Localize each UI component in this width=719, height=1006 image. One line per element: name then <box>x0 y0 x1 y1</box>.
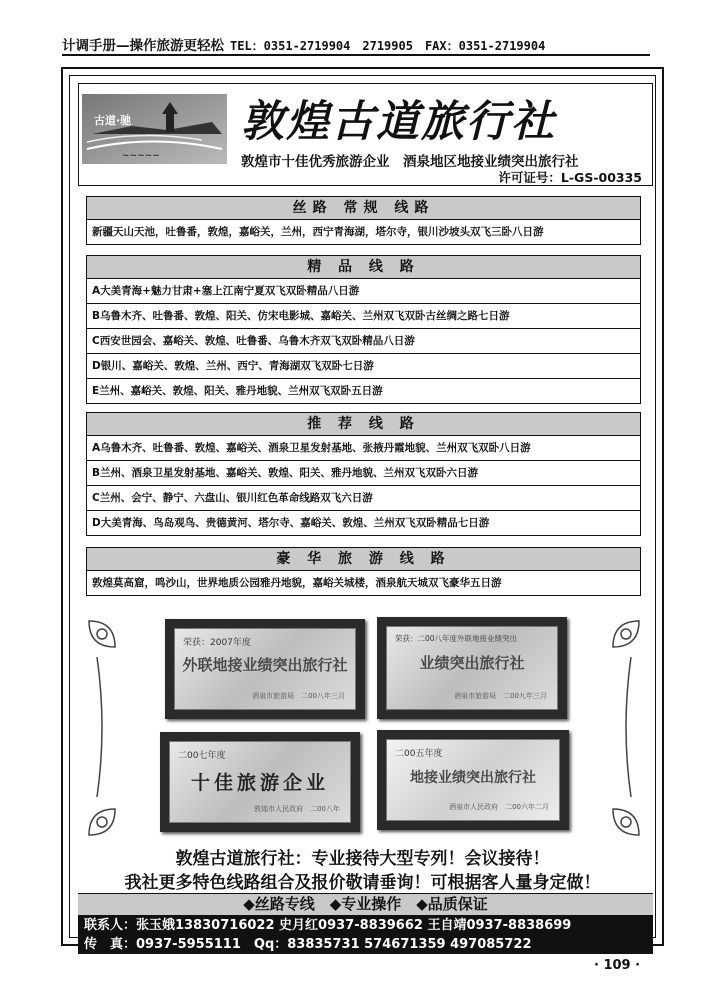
company-header <box>78 83 653 186</box>
agency-phone-fax: TEL：0351-2719904 2719905 FAX：0351-2719904 <box>230 39 546 53</box>
license-number: 许可证号：L-GS-00335 <box>498 170 642 185</box>
route-item: D大美青海、鸟岛观鸟、贵德黄河、塔尔寺、嘉峪关、敦煌、兰州双飞双卧精品七日游 <box>92 517 490 529</box>
svg-text:~~~~~: ~~~~~ <box>122 151 160 161</box>
certificates-area <box>85 617 643 839</box>
route-section-luxury <box>86 547 641 596</box>
route-item: B乌鲁木齐、吐鲁番、敦煌、阳关、仿宋电影城、嘉峪关、兰州双飞双卧古丝绸之路七日游 <box>87 304 640 329</box>
route-section-classic <box>86 196 641 245</box>
top-header-bar <box>62 30 650 56</box>
section-title: 丝路 常规 线路 <box>87 197 640 220</box>
route-item: B兰州、酒泉卫星发射基地、嘉峪关、敦煌、阳关、雅丹地貌、兰州双飞双卧六日游 <box>87 461 640 486</box>
company-subtitle: 敦煌市十佳优秀旅游企业 酒泉地区地接业绩突出旅行社 <box>241 154 579 170</box>
company-name: 敦煌古道旅行社 <box>241 97 556 147</box>
handbook-slogan: 计调手册—操作旅游更轻松 <box>62 38 224 54</box>
logo-text: 古道·驰 <box>94 114 132 127</box>
slogan-line-2: 我社更多特色线路组合及报价敬请垂询！可根据客人量身定做！ <box>124 873 601 893</box>
certificate-plaque: 二00七年度 十佳旅游企业 敦煌市人民政府 二00八年 <box>160 732 360 832</box>
ad-frame <box>61 67 664 952</box>
ad-inner-border <box>69 75 656 952</box>
certificate-plaque: 二00五年度 地接业绩突出旅行社 酒泉市人民政府 二00六年二月 <box>377 730 569 830</box>
contact-band <box>78 916 653 954</box>
company-logo <box>82 94 227 164</box>
route-item: A大美青海+魅力甘肃+塞上江南宁夏双飞双卧精品八日游 <box>87 279 640 304</box>
route-section-recommended <box>86 412 641 536</box>
section-title: 精 品 线 路 <box>87 256 640 279</box>
route-section-premium <box>86 255 641 404</box>
contact-persons: 联系人：张玉娥13830716022 史月红0937-8839662 王自靖0937-8838699 <box>84 918 572 933</box>
route-item: C西安世园会、嘉峪关、敦煌、吐鲁番、乌鲁木齐双飞双卧精品八日游 <box>87 329 640 354</box>
certificate-plaque: 荣获：二00八年度外联地接业绩突出 业绩突出旅行社 酒泉市旅游局 二00九年三月 <box>377 617 567 719</box>
route-item: 新疆天山天池，吐鲁番，敦煌，嘉峪关，兰州，西宁青海湖，塔尔寺，银川沙坡头双飞三卧八日游 <box>92 226 544 238</box>
route-item: A乌鲁木齐、吐鲁番、敦煌、嘉峪关、酒泉卫星发射基地、张掖丹霞地貌、兰州双飞双卧八日游 <box>87 436 640 461</box>
page-number: · 109 · <box>594 958 641 973</box>
slogan-line-1: 敦煌古道旅行社：专业接待大型专列！会议接待！ <box>175 849 550 869</box>
features-band: ◆丝路专线 ◆专业操作 ◆品质保证 <box>78 893 653 916</box>
route-item: C兰州、会宁、静宁、六盘山、银川红色革命线路双飞六日游 <box>87 486 640 511</box>
contact-fax-qq: 传 真：0937-5955111 Qq：83835731 574671359 497085722 <box>84 937 532 952</box>
section-title: 推 荐 线 路 <box>87 413 640 436</box>
route-item: 敦煌莫高窟，鸣沙山，世界地质公园雅丹地貌，嘉峪关城楼，酒泉航天城双飞豪华五日游 <box>92 577 502 589</box>
section-title: 豪 华 旅 游 线 路 <box>87 548 640 571</box>
route-item: E兰州、嘉峪关、敦煌、阳关、雅丹地貌、兰州双飞双卧五日游 <box>92 385 383 397</box>
certificate-plaque: 荣获：2007年度 外联地接业绩突出旅行社 酒泉市旅游局 二00八年三月 <box>165 619 365 719</box>
route-item: D银川、嘉峪关、敦煌、兰州、西宁、青海湖双飞双卧七日游 <box>87 354 640 379</box>
